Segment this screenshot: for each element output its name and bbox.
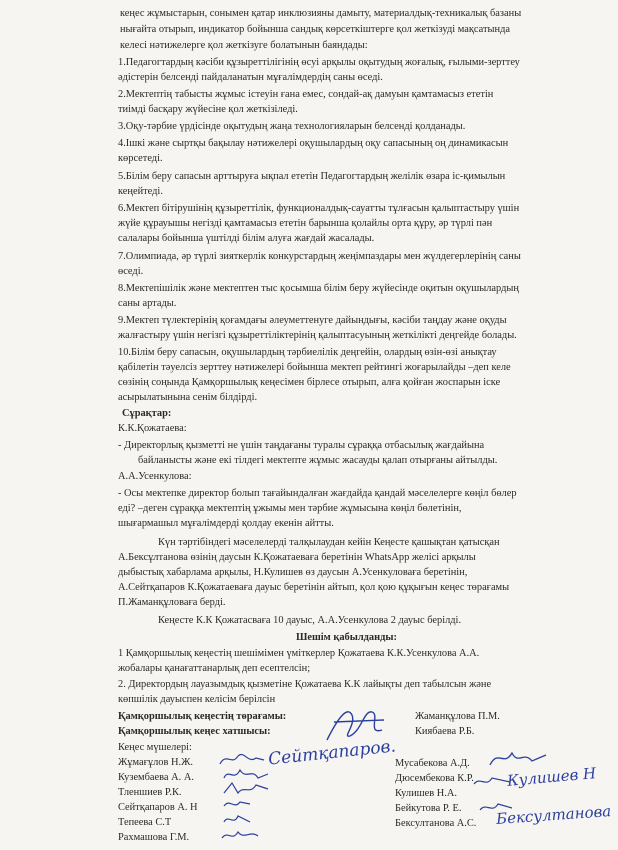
handwritten-signature: Сейтқапаров. [267, 736, 397, 770]
members-label: Кеңес мүшелері: [118, 742, 192, 753]
chair-name: Жаманқұлова П.М. [415, 711, 500, 722]
list-item: 9.Мектеп түлектерінің қоғамдағы әлеуметтенуге дайындығы, кәсіби таңдау және оқуды [118, 315, 507, 326]
list-item: 1.Педагогтардың кәсіби құзыреттілігінің өсуі арқылы оқытудың жоғалық, ғылыми-зерттеу [118, 57, 520, 68]
question-line: еді? –деген сұраққа мектептің ұжымы мен тәрбие жұмысына көңіл бөлетінін, [118, 503, 462, 514]
list-item: көрсетеді. [118, 153, 163, 164]
member-name: Бексултанова А.С. [395, 818, 477, 829]
secretary-label: Қамқоршылық кеңес хатшысы: [118, 726, 271, 737]
member-name: Рахмашова Г.М. [118, 832, 190, 843]
list-item: жалғастыру үшін негізгі құзыреттіліктерінің қалыптасуының жеткілікті деңгейде болады. [118, 330, 517, 341]
list-item: кеңейтеді. [118, 186, 163, 197]
list-item: тиімді басқару жүйесіне қол жеткізіледі. [118, 104, 298, 115]
decision-line: жобалары қанағаттанарлық деп есептелсін; [118, 663, 311, 674]
list-item: әдістерін белсенді пайдаланатын мұғалімдердің саны өседі. [118, 72, 383, 83]
list-item: өседі. [118, 266, 144, 277]
member-name: Тепеева С.Т [118, 817, 172, 828]
agenda-line: П.Жаманқұловаға берді. [118, 597, 226, 608]
list-item: саны артады. [118, 298, 177, 309]
list-item: 7.Олимпиада, әр түрлі зияткерлік конкурстардың жеңімпаздары мен жүлдегерлерінің саны [118, 251, 521, 262]
secretary-name: Киябаева Р.Б. [415, 726, 475, 737]
list-item: қабілетін тәуелсіз зерттеу нәтижелері бойынша мектеп рейтингі жоғарылайды –деп келе [118, 362, 511, 373]
member-signature [220, 826, 260, 847]
decision-line: көпшілік дауыспен келісім берілсін [118, 694, 276, 705]
paragraph-line: кеңес жұмыстарын, сонымен қатар инклюзияны дамыту, материалдық-техникалық базаны [120, 8, 522, 19]
chair-label: Қамқоршылық кеңестің төрағамы: [118, 711, 287, 722]
list-item: асырылатынына сенім білдірді. [118, 392, 258, 403]
member-name: Мусабекова А.Д. [395, 758, 470, 769]
list-item: 6.Мектеп бітірушінің құзыреттілік, функционалдық-сауатты тұлғасын қалыптастыру үшін [118, 203, 520, 214]
member-name: Дюсембекова К.Р. [395, 773, 474, 784]
paragraph-line: келесі нәтижелерге қол жеткізуге болатынын баяндады: [120, 40, 368, 51]
question-line: шығармашыл мұғалімдерді қолдау екенін айтты. [118, 518, 334, 529]
agenda-line: Күн тәртібіндегі мәселелерді талқылаудан кейін Кеңесте қашықтан қатысқан [158, 537, 500, 548]
question-line: байланысты және екі тілдегі мектепте жұмыс жасауды қалап отырғаны айтылды. [138, 455, 498, 466]
agenda-line: дыбыстық хабарлама арқылы, Н.Кулишев өз даусын А.Усенкуловаға беретінін, [118, 567, 468, 578]
asker-name: К.К.Қожатаева: [118, 423, 187, 434]
list-item: 3.Оқу-тәрбие үрдісінде оқытудың жаңа технологияларын белсенді қолданады. [118, 121, 466, 132]
asker-name: А.А.Усенкулова: [118, 471, 192, 482]
decision-heading: Шешім қабылданды: [296, 632, 397, 643]
questions-heading: Сұрақтар: [122, 408, 172, 419]
list-item: сөзінің соңында Қамқоршылық кеңесімен бірлесе отырып, алға қойған жоспарын іске [118, 377, 501, 388]
paragraph-line: нығайта отырып, индикатор бойынша сандық көрсеткіштерге қол жеткізуді мақсатында [120, 24, 510, 35]
list-item: 5.Білім беру сапасын арттыруға ықпал ететін Педагогтардың желілік өзара іс-қимылын [118, 171, 506, 182]
list-item: жүйе құрауышы негізді қамтамасыз ететін барынша қолайлы орта құру, әр түрлі пән [118, 218, 493, 229]
list-item: 10.Білім беру сапасын, оқушылардың тәрбиелілік деңгейін, олардың өзін-өзі анықтау [118, 347, 497, 358]
votes-line: Кеңесте К.К Қожатасваға 10 дауыс, А.А.Усенкулова 2 дауыс берілді. [158, 615, 462, 626]
list-item: 4.Ішкі және сыртқы бақылау нәтижелері оқушылардың оқу сапасының оң динамикасын [118, 138, 509, 149]
member-name: Кулишев Н.А. [395, 788, 457, 799]
handwritten-signature: Бексултанова [495, 802, 612, 828]
member-name: Кузембаева А. А. [118, 772, 194, 783]
member-name: Сейтқапаров А. Н [118, 802, 198, 813]
member-name: Тленшиев Р.К. [118, 787, 182, 798]
list-item: 8.Мектепішілік және мектептен тыс қосымша білім беру жүйесінде оқитын оқушылардың [118, 283, 519, 294]
list-item: салалары бойынша үштілді білім алуға жағдай жасалады. [118, 233, 375, 244]
member-name: Жұмағұлов Н.Ж. [118, 757, 193, 768]
member-name: Бейкутова Р. Е. [395, 803, 462, 814]
agenda-line: А.Бексұлтанова өзінің даусын К.Қожатаеваға беретінін WhatsApp желісі арқылы [118, 552, 476, 563]
decision-line: 1 Қамқоршылық кеңестің шешімімен үміткерлер Қожатаева К.К.Усенкулова А.А. [118, 648, 480, 659]
decision-line: 2. Директордың лауазымдық қызметіне Қожатаева К.К лайықты деп табылсын және [118, 679, 492, 690]
list-item: 2.Мектептің табысты жұмыс істеуін ғана емес, сондай-ақ дамуын қамтамасыз ететін [118, 89, 494, 100]
handwritten-signature: Кулишев Н [506, 764, 597, 790]
question-line: - Осы мектепке директор болып тағайындалған жағдайда қандай мәселелерге көңіл бөлер [118, 488, 517, 499]
question-line: - Директорлық қызметті не үшін таңдағаны туралы сұраққа отбасылық жағдайына [118, 440, 485, 451]
agenda-line: А.Сейтқапаров К.Қожатаеваға дауыс беретінін айтып, қол қою құқығын кеңес төрағамы [118, 582, 510, 593]
